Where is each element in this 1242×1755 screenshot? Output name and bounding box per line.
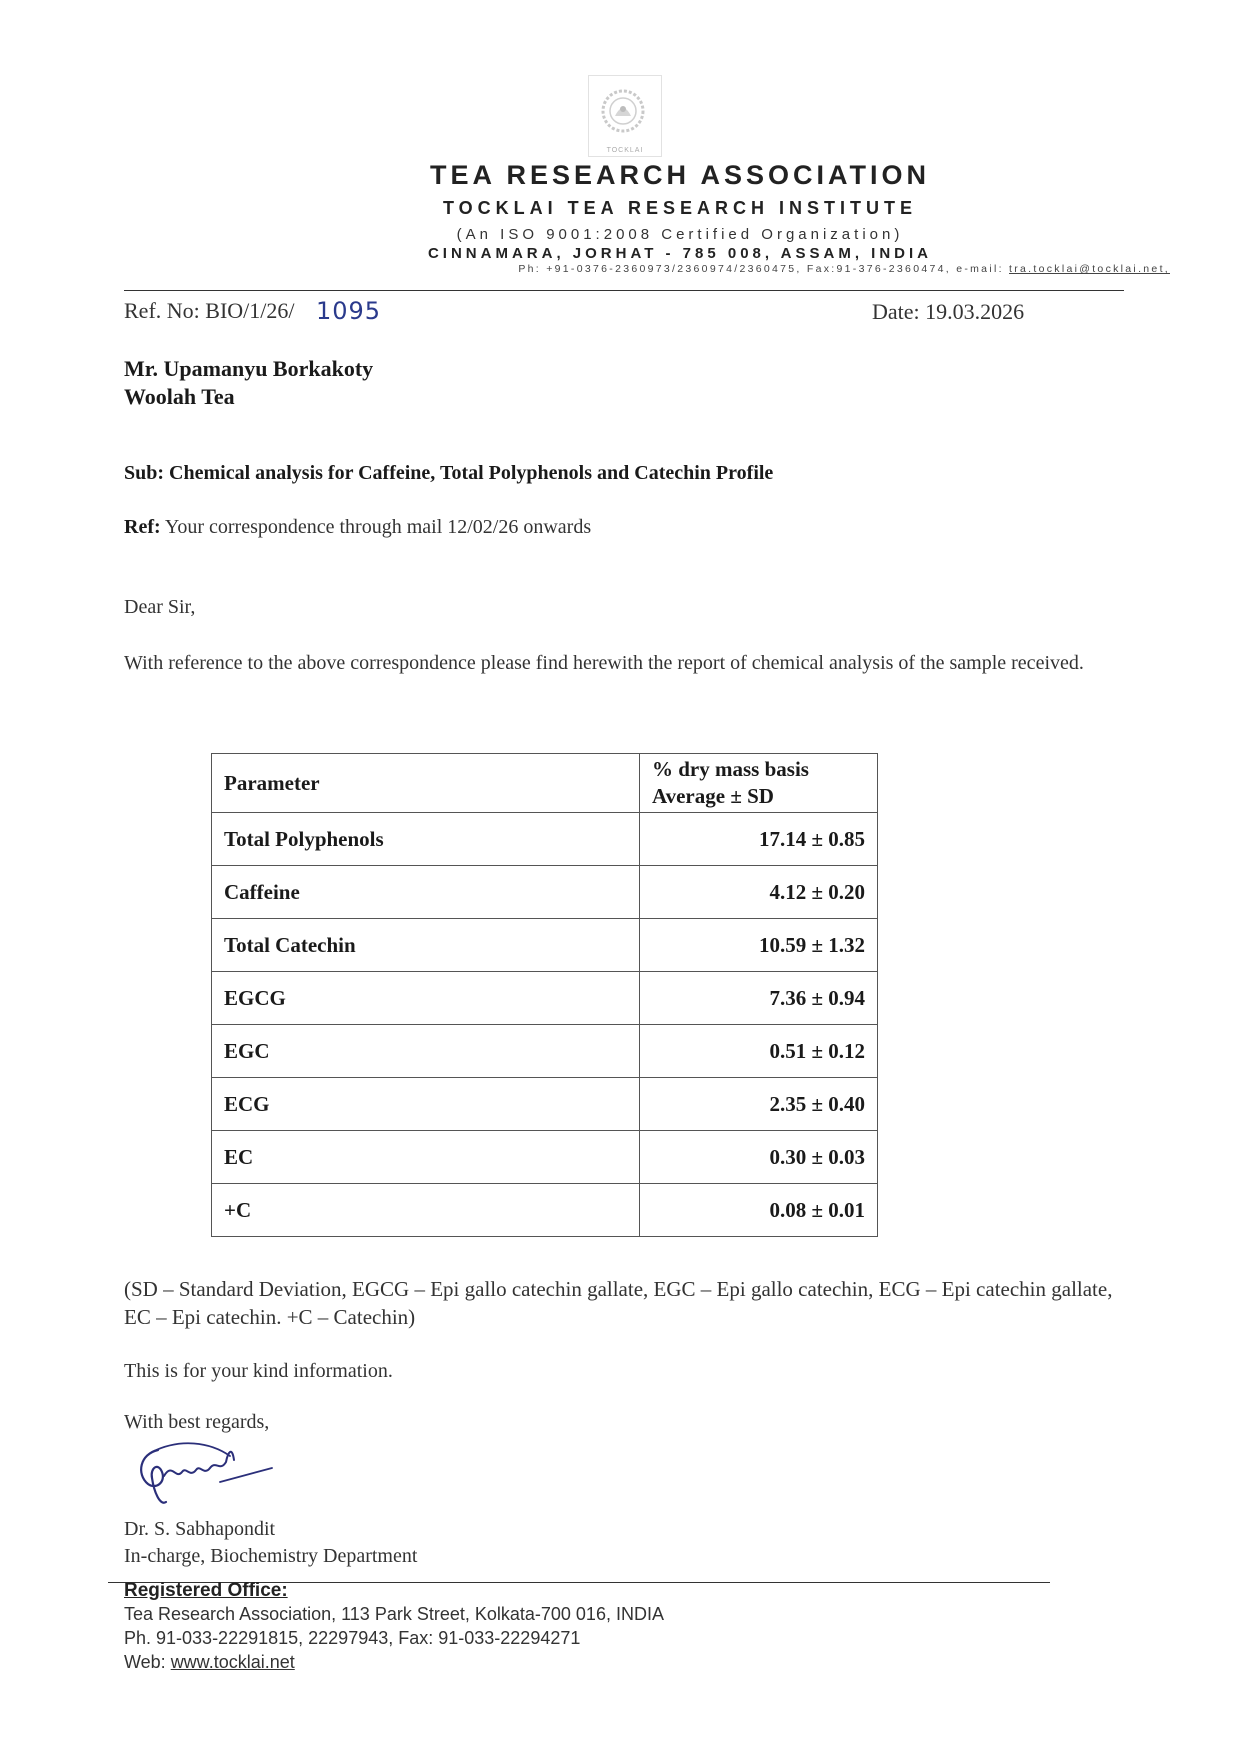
table-header-row [212,754,878,813]
abbreviation-footnote: (SD – Standard Deviation, EGCG – Epi gallo catechin gallate, EGC – Epi gallo catechin, ECG – Epi catechin gallate, EC – Epi catechin. +C – Catechin) [124,1277,1113,1329]
registered-office-phone: Ph. 91-033-22291815, 22297943, Fax: 91-033-22294271 [124,1628,581,1648]
parameter-cell: Total Polyphenols [212,813,640,866]
table-row [212,972,878,1025]
parameter-cell: EGC [212,1025,640,1078]
value-cell: 4.12 ± 0.20 [640,866,878,919]
institute-name: TOCKLAI TEA RESEARCH INSTITUTE [442,198,917,218]
table-row [212,919,878,972]
column-header-value-line2: Average ± SD [652,784,774,808]
table-row [212,1078,878,1131]
org-name: TEA RESEARCH ASSOCIATION [429,160,931,190]
table-row [212,1025,878,1078]
salutation: Dear Sir, [124,596,196,618]
closing-line: With best regards, [124,1411,270,1433]
parameter-cell: EGCG [212,972,640,1025]
results-table [211,753,878,1237]
header-divider [124,290,1124,291]
registered-office-web [124,1652,295,1673]
contact-email-link[interactable]: tra.tocklai@tocklai.net, [1009,263,1170,275]
information-line: This is for your kind information. [124,1360,393,1382]
parameter-cell: ECG [212,1078,640,1131]
value-cell: 17.14 ± 0.85 [640,813,878,866]
parameter-cell: +C [212,1184,640,1237]
letter-reference [124,516,591,539]
table-row [212,1184,878,1237]
table-row [212,1131,878,1184]
registered-office-label: Registered Office: [124,1580,288,1601]
table-row [212,813,878,866]
contact-line [100,263,1170,275]
institute-address: CINNAMARA, JORHAT - 785 008, ASSAM, INDIA [427,245,933,262]
value-cell: 0.08 ± 0.01 [640,1184,878,1237]
value-cell: 0.51 ± 0.12 [640,1025,878,1078]
table-row [212,866,878,919]
letter-reference-text: Your correspondence through mail 12/02/26 onwards [160,516,592,538]
parameter-cell: Caffeine [212,866,640,919]
signatory-title: In-charge, Biochemistry Department [124,1545,418,1567]
letter-subject: Sub: Chemical analysis for Caffeine, Total Polyphenols and Catechin Profile [124,462,774,484]
parameter-cell: EC [212,1131,640,1184]
column-header-value-line1: % dry mass basis [652,757,809,781]
value-cell: 10.59 ± 1.32 [640,919,878,972]
registered-office-address: Tea Research Association, 113 Park Street, Kolkata-700 016, INDIA [124,1604,664,1624]
column-header-value [640,754,878,813]
logo-caption: TOCKLAI [606,147,644,154]
body-paragraph: With reference to the above correspondence please find herewith the report of chemical analysis of the sample received. [124,652,1084,674]
parameter-cell: Total Catechin [212,919,640,972]
website-link[interactable]: www.tocklai.net [170,1652,295,1672]
column-header-parameter: Parameter [212,754,640,813]
certification-line: (An ISO 9001:2008 Certified Organization) [456,226,904,243]
value-cell: 7.36 ± 0.94 [640,972,878,1025]
signatory-name: Dr. S. Sabhapondit [124,1518,276,1540]
web-label: Web: [124,1652,171,1672]
reference-number-label: Ref. No: BIO/1/26/ [124,298,295,323]
letter-reference-label: Ref: [124,516,161,538]
value-cell: 2.35 ± 0.40 [640,1078,878,1131]
letter-date: Date: 19.03.2026 [872,299,1025,324]
emblem-icon [600,88,646,134]
addressee-company: Woolah Tea [124,384,235,409]
handwritten-reference-number: 1095 [316,297,382,325]
value-cell: 0.30 ± 0.03 [640,1131,878,1184]
addressee-name: Mr. Upamanyu Borkakoty [124,356,374,381]
contact-text: Ph: +91-0376-2360973/2360974/2360475, Fax:91-376-2360474, e-mail: [518,263,1010,275]
handwritten-signature [130,1432,290,1512]
